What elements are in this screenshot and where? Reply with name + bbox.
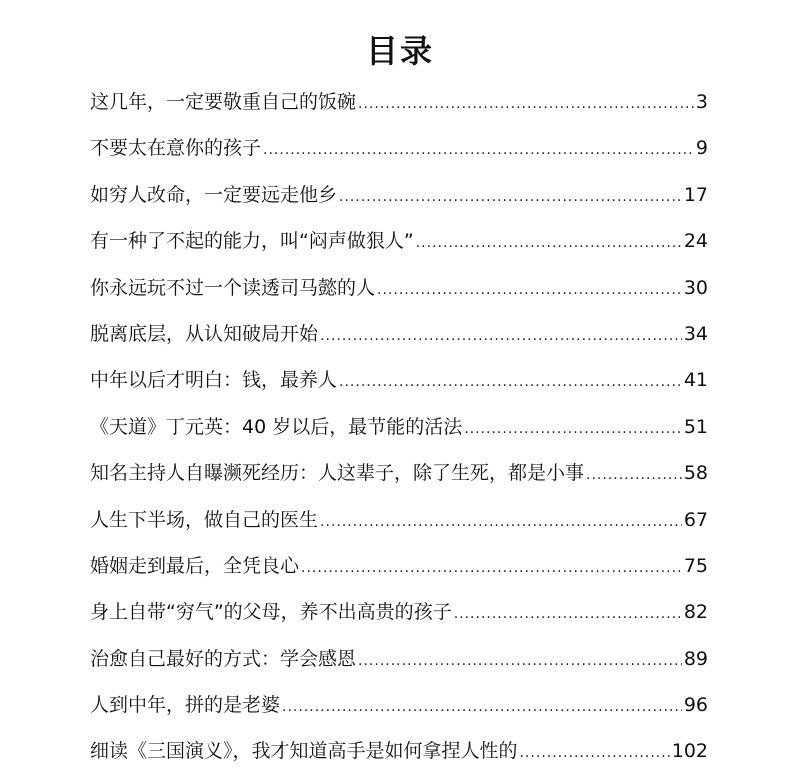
- toc-entry-page-number: 9: [695, 137, 708, 160]
- toc-entry[interactable]: [90, 272, 708, 318]
- toc-entry-title: 《天道》丁元英：40 岁以后，最节能的活法: [90, 415, 463, 438]
- toc-entry-page-number: 3: [695, 91, 708, 113]
- dot-leader: [520, 737, 670, 769]
- dot-leader: [464, 413, 682, 445]
- table-of-contents: [90, 86, 708, 782]
- toc-entry-page-number: 89: [683, 647, 708, 670]
- dot-leader: [263, 134, 694, 166]
- dot-leader: [358, 88, 694, 120]
- toc-entry[interactable]: [90, 225, 708, 271]
- toc-entry-title: 这几年，一定要敬重自己的饭碗: [90, 91, 357, 113]
- toc-entry[interactable]: [90, 364, 708, 410]
- toc-entry-page-number: 51: [683, 415, 708, 438]
- toc-entry[interactable]: [90, 86, 708, 132]
- toc-entry-title: 治愈自己最好的方式：学会感恩: [90, 647, 357, 670]
- toc-entry-title: 知名主持人自曝濒死经历：人这辈子，除了生死，都是小事: [90, 462, 585, 485]
- toc-entry-title: 脱离底层，从认知破局开始: [90, 322, 319, 345]
- dot-leader: [358, 645, 682, 677]
- toc-entry-title: 如穷人改命，一定要远走他乡: [90, 183, 338, 206]
- toc-entry-page-number: 41: [683, 369, 708, 392]
- toc-entry[interactable]: [90, 457, 708, 503]
- dot-leader: [339, 366, 682, 398]
- toc-entry-page-number: 58: [683, 462, 708, 485]
- toc-entry-page-number: 30: [683, 276, 708, 299]
- toc-entry-page-number: 75: [683, 554, 708, 577]
- dot-leader: [454, 598, 682, 630]
- toc-entry[interactable]: [90, 132, 708, 178]
- toc-entry-title: 人生下半场，做自己的医生: [90, 508, 319, 531]
- dot-leader: [586, 459, 682, 491]
- dot-leader: [416, 227, 682, 259]
- dot-leader: [339, 181, 682, 213]
- toc-entry[interactable]: [90, 643, 708, 689]
- toc-entry[interactable]: [90, 689, 708, 735]
- toc-entry[interactable]: [90, 596, 708, 642]
- toc-entry-title: 中年以后才明白：钱，最养人: [90, 369, 338, 392]
- dot-leader: [320, 506, 682, 538]
- toc-entry[interactable]: [90, 411, 708, 457]
- toc-entry-page-number: 67: [683, 508, 708, 531]
- toc-entry[interactable]: [90, 504, 708, 550]
- dot-leader: [377, 274, 682, 306]
- toc-entry[interactable]: [90, 735, 708, 781]
- dot-leader: [301, 552, 682, 584]
- toc-entry[interactable]: [90, 550, 708, 596]
- toc-entry-page-number: 34: [683, 322, 708, 345]
- dot-leader: [320, 320, 682, 352]
- toc-entry-title: 不要太在意你的孩子: [90, 137, 262, 160]
- toc-entry-title: 身上自带“穷气”的父母，养不出高贵的孩子: [90, 601, 452, 624]
- toc-entry-page-number: 17: [683, 183, 708, 206]
- toc-entry[interactable]: [90, 179, 708, 225]
- toc-entry-title: 人到中年，拼的是老婆: [90, 694, 281, 717]
- toc-entry-page-number: 82: [683, 601, 708, 624]
- toc-entry-title: 有一种了不起的能力，叫“闷声做狠人”: [90, 230, 414, 253]
- toc-entry-page-number: 96: [683, 694, 708, 717]
- toc-entry[interactable]: [90, 318, 708, 364]
- toc-heading: 目录: [365, 32, 434, 71]
- toc-entry-title: 细读《三国演义》，我才知道高手是如何拿捏人性的: [90, 740, 518, 763]
- toc-entry-title: 你永远玩不过一个读透司马懿的人: [90, 276, 376, 299]
- toc-entry-title: 婚姻走到最后，全凭良心: [90, 554, 300, 577]
- dot-leader: [282, 691, 682, 723]
- toc-entry-page-number: 102: [671, 740, 708, 763]
- toc-entry-page-number: 24: [683, 230, 708, 253]
